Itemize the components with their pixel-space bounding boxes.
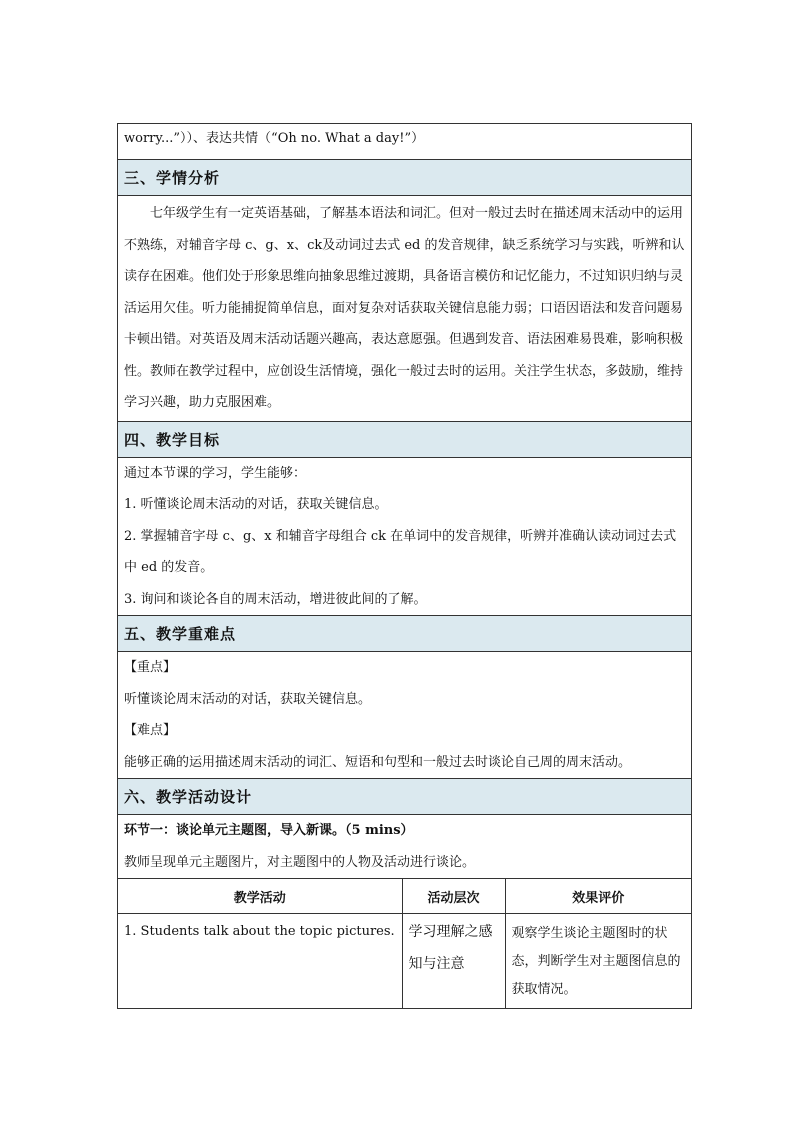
objective-item: 1. 听懂谈论周末活动的对话，获取关键信息。 (124, 497, 388, 512)
table-header-level: 活动层次 (402, 879, 505, 914)
section-heading-student-analysis: 三、学情分析 (118, 160, 691, 196)
activity-step-description: 教师呈现单元主题图片，对主题图中的人物及活动进行谈论。 (124, 854, 476, 870)
table-cell-activity: 1. Students talk about the topic pictures. (118, 914, 402, 1009)
table-row (118, 914, 691, 1009)
activity-table-header (118, 879, 691, 914)
lesson-plan-document (117, 123, 692, 1009)
activity-table (118, 879, 691, 1008)
activity-table-row (118, 879, 691, 1008)
activity-step-block (118, 815, 691, 879)
continued-text: worry...”））、表达共情（“Oh no. What a day!”） (124, 131, 425, 146)
section-heading-objectives: 四、教学目标 (118, 422, 691, 458)
section-heading-activity-design: 六、教学活动设计 (118, 779, 691, 815)
key-point-label: 【重点】 (124, 660, 177, 675)
difficult-point-label: 【难点】 (124, 723, 177, 738)
table-header-evaluation: 效果评价 (505, 879, 691, 914)
key-points-block (118, 652, 691, 779)
section-heading-key-points: 五、教学重难点 (118, 616, 691, 652)
objectives-block (118, 458, 691, 617)
objective-item: 2. 掌握辅音字母 c、g、x 和辅音字母组合 ck 在单词中的发音规律，听辨并准确认读动词过去式中 ed 的发音。 (124, 528, 677, 575)
table-cell-evaluation: 观察学生谈论主题图时的状态，判断学生对主题图信息的获取情况。 (505, 914, 691, 1009)
objective-item: 3. 询问和谈论各自的周末活动，增进彼此间的了解。 (124, 591, 427, 607)
table-header-activity: 教学活动 (118, 879, 402, 914)
key-point-text: 听懂谈论周末活动的对话，获取关键信息。 (124, 691, 372, 707)
objectives-intro: 通过本节课的学习，学生能够： (124, 465, 307, 481)
difficult-point-text: 能够正确的运用描述周末活动的词汇、短语和句型和一般过去时谈论自己周的周末活动。 (124, 754, 632, 770)
student-analysis-paragraph: 七年级学生有一定英语基础，了解基本语法和词汇。但对一般过去时在描述周末活动中的运用不熟练，对辅音字母 c、g、x、ck及动词过去式 ed 的发音规律，缺乏系统学习与实践，听辨和认读存在困难。他们处于形象思维向抽象思维过渡期，具备语言模仿和记忆能力，不过知识归纳与灵活运用欠佳。听力能捕捉简单信息，面对复杂对话获取关键信息能力弱；口语因语法和发音问题易卡顿出错。对英语及周末活动话题兴趣高，表达意愿强。但遇到发音、语法困难易畏难，影响积极性。教师在教学过程中，应创设生活情境，强化一般过去时的运用。关注学生状态，多鼓励，维持学习兴趣，助力克服困难。 (124, 206, 685, 410)
student-analysis-block (118, 196, 691, 422)
activity-step-title: 环节一：谈论单元主题图，导入新课。（5 mins） (124, 823, 414, 838)
table-cell-level: 学习理解之感知与注意 (402, 914, 505, 1009)
continued-text-row (118, 124, 691, 160)
